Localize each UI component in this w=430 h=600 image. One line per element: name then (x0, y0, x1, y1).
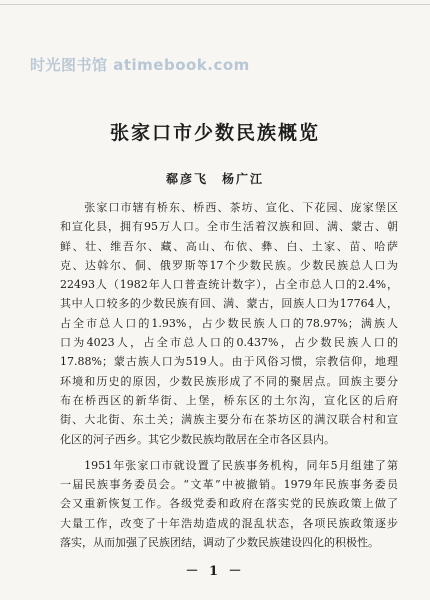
paragraph-2-line: 大量工作，改变了十年浩劫造成的混乱状态，各项民族政策逐步 (60, 516, 398, 530)
paragraph-1-line: 张家口市辖有桥东、桥西、茶坊、宣化、下花园、庞家堡区 (60, 201, 398, 214)
paragraph-2-line: 落实，从而加强了民族团结，调动了少数民族建设四化的积极性。 (60, 536, 379, 550)
paragraph-1-line: 化区的河子西乡。其它少数民族均散居在全市各区县内。 (60, 432, 335, 446)
page-number: － 1 － (185, 564, 245, 579)
paragraph-1-line: 克、达斡尔、侗、俄罗斯等17个少数民族。少数民族总人口为 (60, 258, 398, 272)
article-authors: 郗彦飞 杨广江 (165, 172, 264, 186)
paragraph-1-line: 22493人（1982年人口普查统计数字），占全市总人口的2.4%， (60, 278, 398, 292)
watermark: 时光图书馆 atimebook.com (30, 56, 250, 74)
paragraph-2-line: 会又重新恢复工作。各级党委和政府在落实党的民族政策上做了 (60, 497, 398, 511)
paragraph-1-line: 环境和历史的原因，少数民族形成了不同的聚居点。回族主要分 (60, 374, 398, 388)
paragraph-1-line: 布在桥西区的新华街、上堡，桥东区的土尔沟，宣化区的后府 (60, 393, 398, 407)
paragraph-2-line: 一届民族事务委员会。“文革”中被撤销。1979年民族事务委员 (60, 478, 398, 492)
paragraph-2-line: 1951年张家口市就设置了民族事务机构，同年5月组建了第 (60, 458, 398, 472)
article-title: 张家口市少数民族概览 (109, 122, 320, 144)
paragraph-1-line: 其中人口较多的少数民族有回、满、蒙古，回族人口为17764人， (60, 297, 398, 311)
paragraph-gap (60, 449, 398, 456)
paragraph-1-line: 街、大北街、东土关；满族主要分布在茶坊区的满汉联合村和宣 (60, 413, 398, 427)
paragraph-1-line: 17.88%；蒙古族人口为519人。由于风俗习惯，宗教信仰，地理 (60, 355, 398, 369)
paragraph-1-line: 鲜、壮、维吾尔、藏、高山、布依、彝、白、土家、苗、哈萨 (60, 239, 398, 253)
paragraph-1-line: 和宣化县，拥有95万人口。全市生活着汉族和回、满、蒙古、朝 (60, 220, 398, 234)
article-body (60, 198, 398, 552)
paragraph-1-line: 口为4023人，占全市总人口的0.437%，占少数民族人口的 (60, 336, 398, 350)
page-edge-line (0, 4, 430, 5)
paragraph-1-line: 占全市总人口的1.93%，占少数民族人口的78.97%；满族人 (60, 316, 398, 330)
